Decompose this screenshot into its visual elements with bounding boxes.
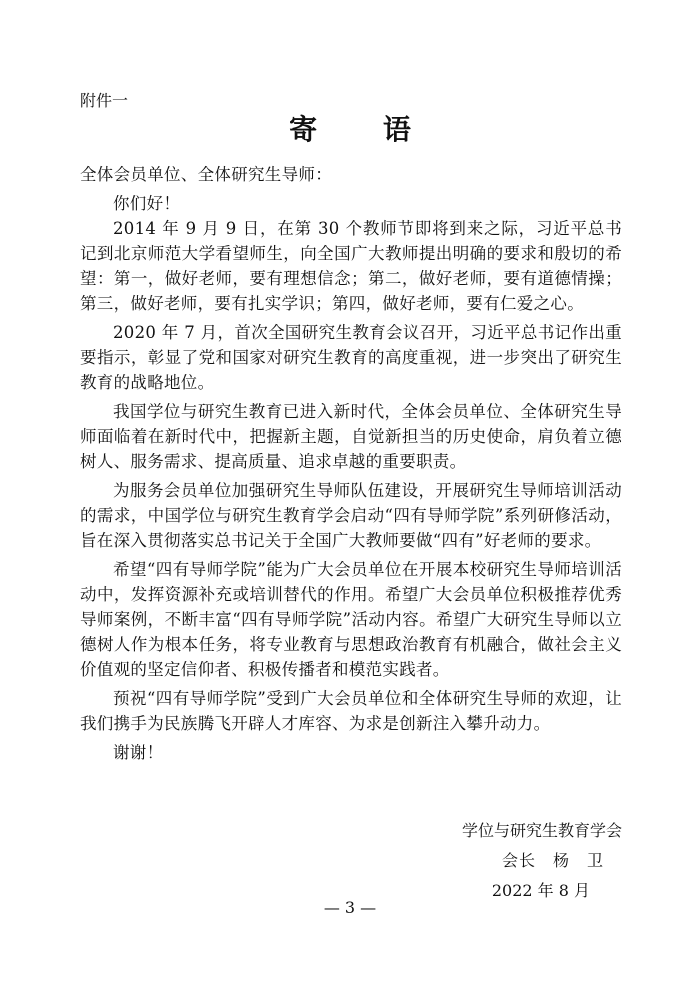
paragraph-greeting: 你们好！	[113, 194, 181, 213]
paragraph-2014: 2014 年 9 月 9 日，在第 30 个教师节即将到来之际，习近平总书记到北京师范大学看望师生，向全国广大教师提出明确的要求和殷切的希望：第一，做好老师，要有理想信念；第二，做好老师，要有道德情操；第三，做好老师，要有扎实学识；第四，做好老师，要有仁爱之心。	[80, 219, 622, 313]
page-number: — 3 —	[323, 898, 377, 917]
paragraph-service: 为服务会员单位加强研究生导师队伍建设，开展研究生导师培训活动的需求，中国学位与研究生教育学会启动“四有导师学院”系列研修活动，旨在深入贯彻落实总书记关于全国广大教师要做“四有”好老师的要求。	[80, 481, 622, 550]
signature-date: 2022 年 8 月	[491, 881, 590, 900]
paragraph-new-era: 我国学位与研究生教育已进入新时代，全体会员单位、全体研究生导师面临着在新时代中，把握新主题，自觉新担当的历史使命，肩负着立德树人、服务需求、提高质量、追求卓越的重要职责。	[80, 402, 622, 471]
paragraph-wishes: 预祝“四有导师学院”受到广大会员单位和全体研究生导师的欢迎，让我们携手为民族腾飞开辟人才库容、为求是创新注入攀升动力。	[80, 689, 622, 733]
paragraph-hope: 希望“四有导师学院”能为广大会员单位在开展本校研究生导师培训活动中，发挥资源补充或培训替代的作用。希望广大会员单位积极推荐优秀导师案例，不断丰富“四有导师学院”活动内容。希望广大研究生导师以立德树人作为根本任务，将专业教育与思想政治教育有机融合，做社会主义价值观的坚定信仰者、积极传播者和模范实践者。	[80, 560, 622, 679]
signature-organization: 学位与研究生教育学会	[461, 821, 622, 840]
attachment-label: 附件一	[80, 91, 129, 110]
page-title: 寄 语	[289, 113, 439, 146]
signature-block	[462, 818, 622, 908]
paragraph-thanks: 谢谢！	[113, 743, 164, 762]
signature-person: 会长 杨 卫	[501, 851, 604, 870]
letter-body	[80, 162, 622, 765]
salutation: 全体会员单位、全体研究生导师：	[80, 165, 332, 184]
paragraph-2020: 2020 年 7 月，首次全国研究生教育会议召开，习近平总书记作出重要指示，彰显了党和国家对研究生教育的高度重视，进一步突出了研究生教育的战略地位。	[80, 323, 622, 392]
